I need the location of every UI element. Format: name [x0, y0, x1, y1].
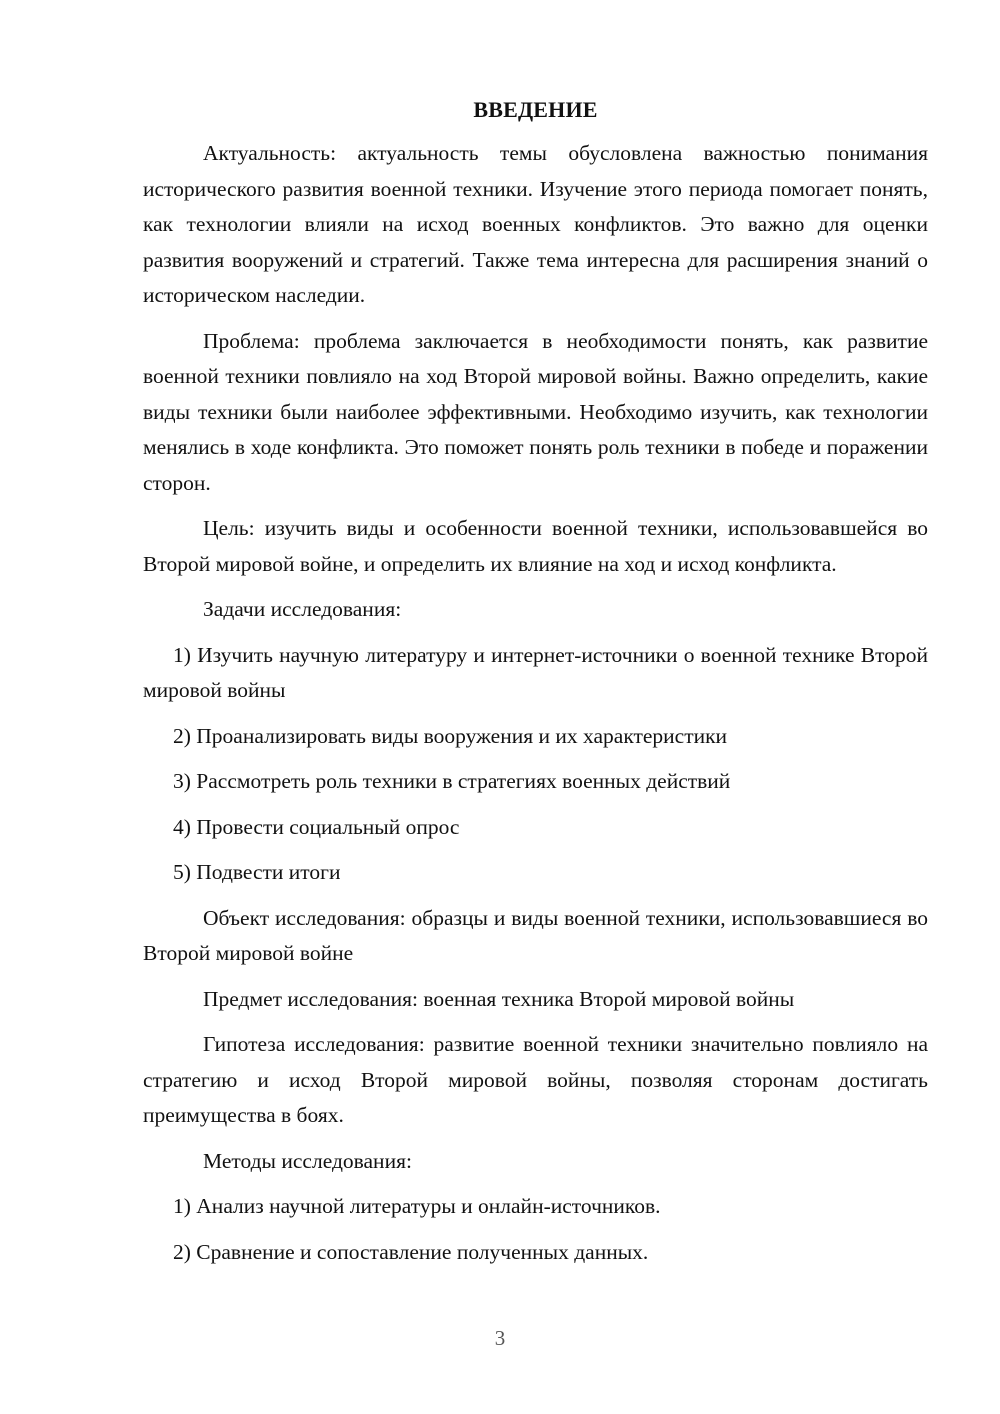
subject-paragraph: Предмет исследования: военная техника Второй мировой войны [203, 986, 795, 1011]
task-item-2: 2) Проанализировать виды вооружения и их характеристики [173, 723, 728, 748]
object-paragraph: Объект исследования: образцы и виды военной техники, использовавшиеся во Второй мировой войне [143, 905, 928, 965]
hypothesis-paragraph: Гипотеза исследования: развитие военной техники значительно повлияло на стратегию и исход Второй мировой войны, позволяя сторонам достигать преимущества в боях. [143, 1032, 928, 1127]
task-item-1: 1) Изучить научную литературу и интернет-источники о военной технике Второй мировой войны [143, 642, 928, 702]
problem-paragraph: Проблема: проблема заключается в необходимости понять, как развитие военной техники повлияло на ход Второй мировой войны. Важно определить, какие виды техники были наиболее эффективными. Необходимо изучить, как технологии менялись в ходе конфликта. Это поможет понять роль техники в победе и поражении сторон. [143, 328, 928, 495]
method-item-1: 1) Анализ научной литературы и онлайн-источников. [173, 1194, 661, 1218]
methods-heading: Методы исследования: [203, 1148, 412, 1173]
goal-paragraph: Цель: изучить виды и особенности военной техники, использовавшейся во Второй мировой войне, и определить их влияние на ход и исход конфликта. [143, 516, 928, 576]
tasks-heading: Задачи исследования: [203, 597, 402, 621]
page-title: ВВЕДЕНИЕ [473, 97, 598, 122]
relevance-paragraph: Актуальность: актуальность темы обусловлена важностью понимания исторического развития военной техники. Изучение этого периода помогает понять, как технологии влияли на исход военных конфликтов. Это важно для оценки развития вооружений и стратегий. Также тема интересна для расширения знаний о историческом наследии. [143, 141, 928, 307]
task-item-4: 4) Провести социальный опрос [173, 814, 460, 839]
method-item-2: 2) Сравнение и сопоставление полученных данных. [173, 1239, 649, 1264]
task-item-3: 3) Рассмотреть роль техники в стратегиях военных действий [173, 769, 731, 793]
page-number: 3 [494, 1326, 506, 1350]
document-body [143, 92, 928, 1270]
task-item-5: 5) Подвести итоги [173, 860, 341, 884]
